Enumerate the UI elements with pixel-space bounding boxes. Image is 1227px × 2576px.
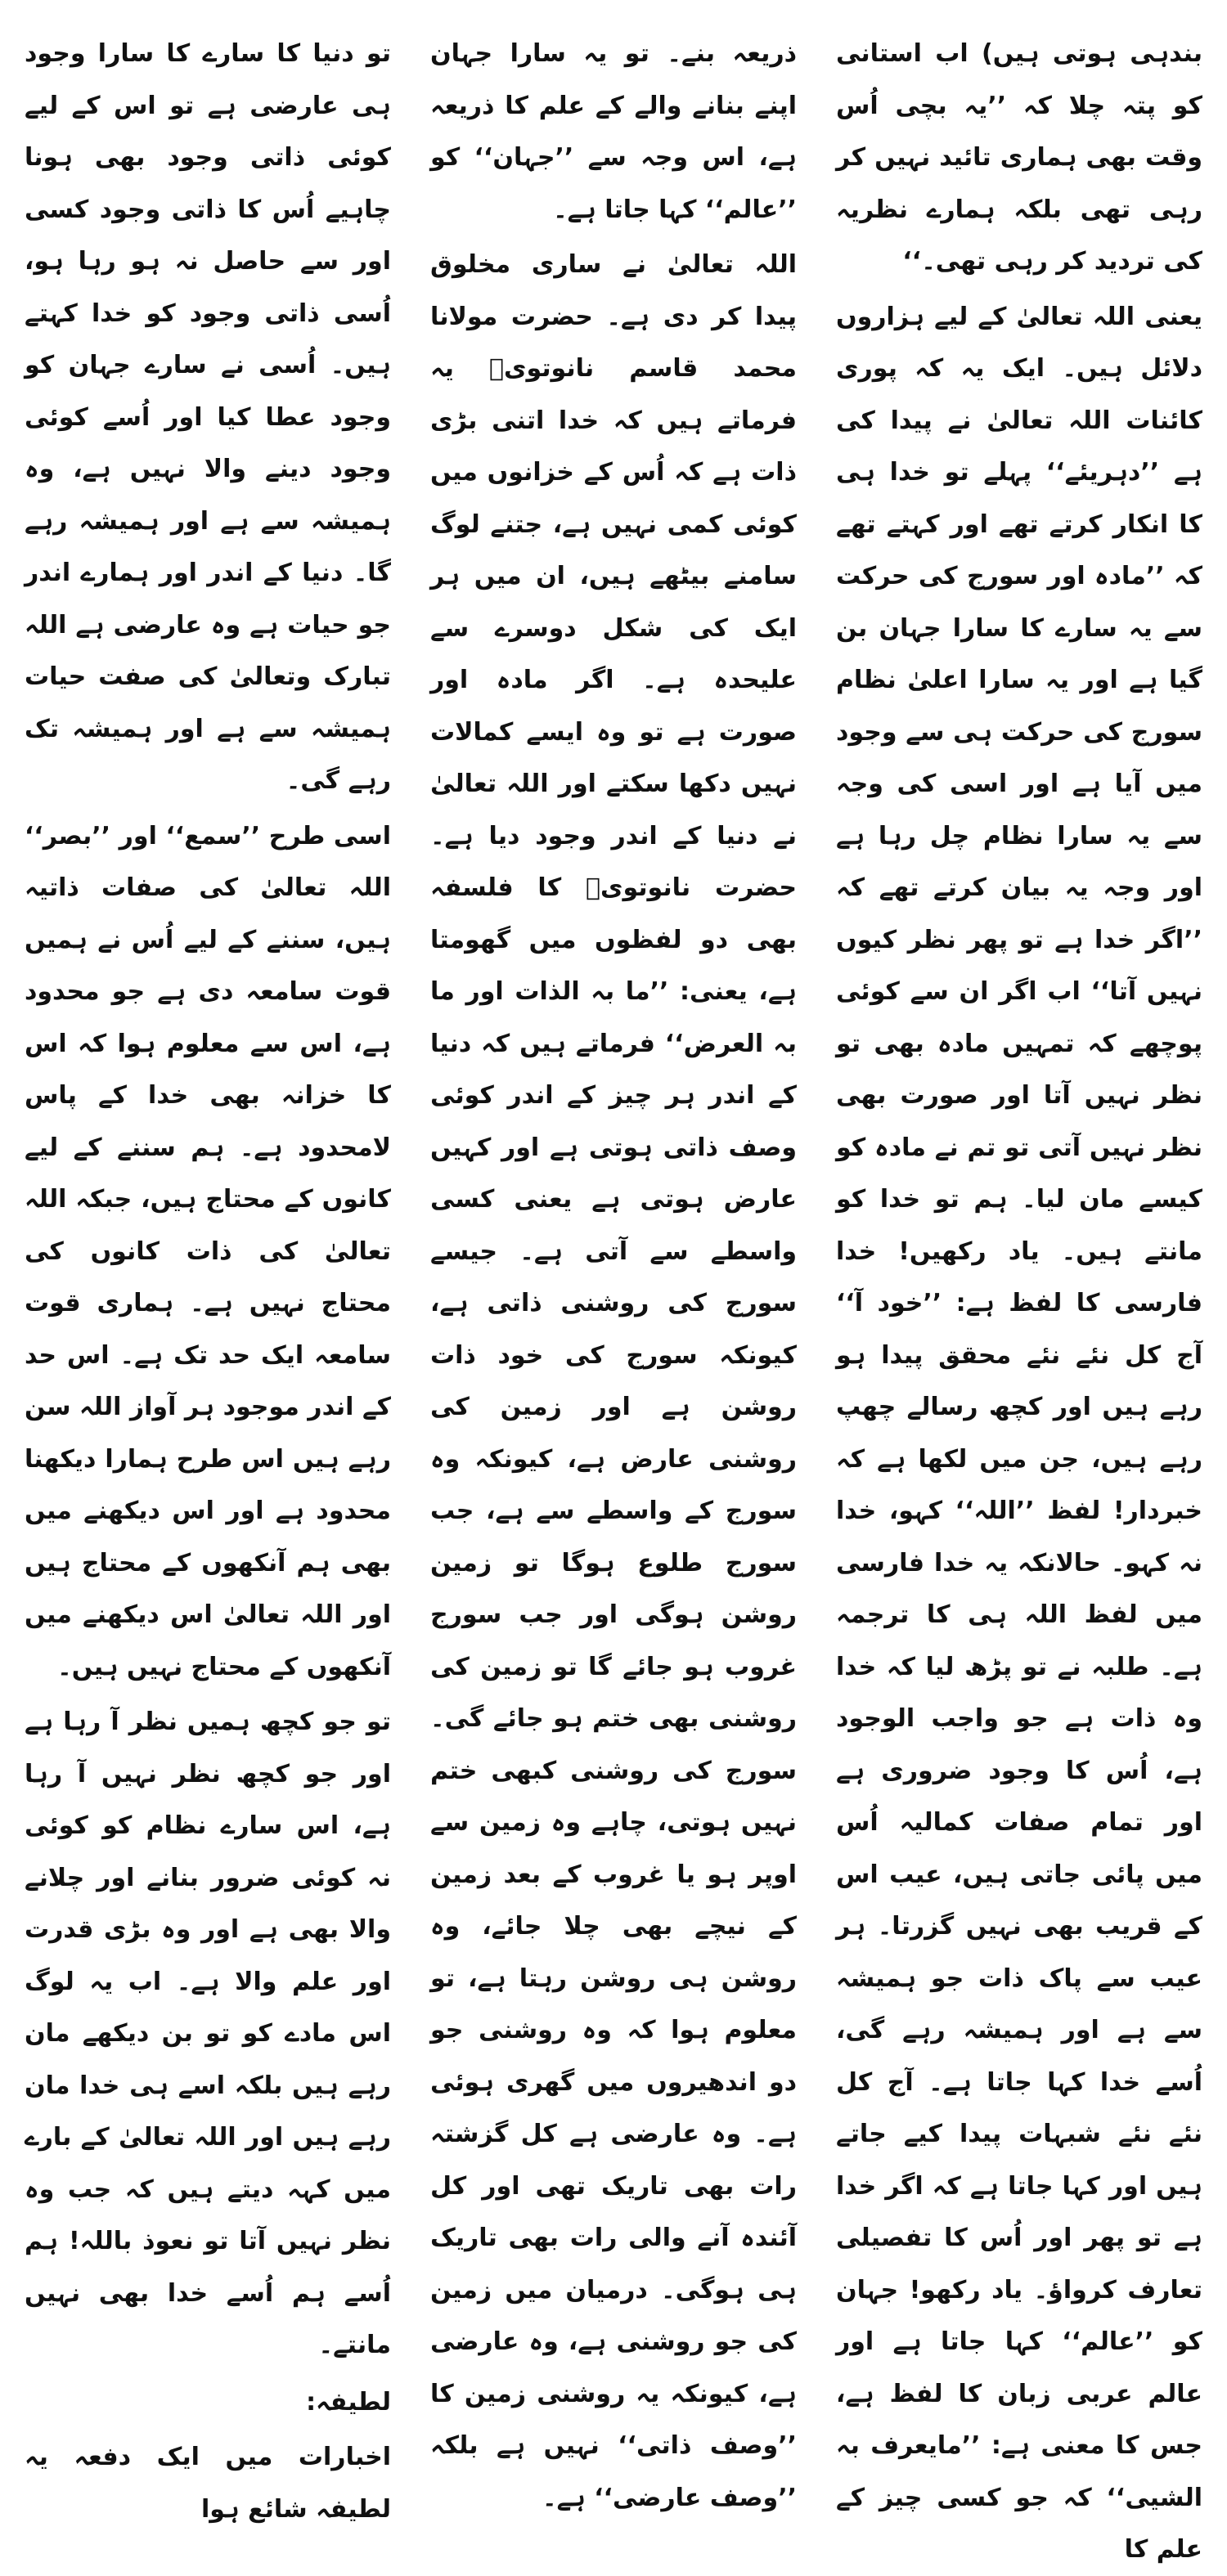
paragraph: تو جو کچھ ہمیں نظر آ رہا ہے اور جو کچھ نظر نہیں آ رہا ہے، اس سارے نظام کو کوئی نہ کوئی ضرور بنانے اور چلانے والا بھی ہے اور وہ بڑی قدرت اور علم والا ہے۔ اب یہ لوگ اس مادے کو تو بن دیکھے مان رہے ہیں بلکہ اسے ہی خدا مان رہے ہیں اور اللہ تعالیٰ کے بارے میں کہہ دیتے ہیں کہ جب وہ نظر نہیں آتا تو نعوذ باللہ! ہم اُسے ہم اُسے خدا بھی نہیں مانتے۔: [25, 1708, 391, 2359]
paragraph: اللہ تعالیٰ نے ساری مخلوق پیدا کر دی ہے۔ حضرت مولانا محمد قاسم نانوتویؒ یہ فرماتے ہیں کہ خدا اتنی بڑی ذات ہے کہ اُس کے خزانوں میں کوئی کمی نہیں ہے، جتنے لوگ سامنے بیٹھے ہیں، ان میں ہر ایک کی شکل دوسرے سے علیحدہ ہے۔ اگر مادہ اور صورت ہے تو وہ ایسے کمالات نہیں دکھا سکتے اور اللہ تعالیٰ نے دنیا کے اندر وجود دیا ہے۔ حضرت نانوتویؒ کا فلسفہ بھی دو لفظوں میں گھومتا ہے، یعنی: ’’ما بہ الذات اور ما بہ العرض‘‘ فرماتے ہیں کہ دنیا کے اندر ہر چیز کے اندر کوئی وصف ذاتی ہوتی ہے اور کہیں عارض ہوتی ہے یعنی کسی واسطے سے آتی ہے۔ جیسے سورج کی روشنی ذاتی ہے، کیونکہ سورج کی خود ذات روشن ہے اور زمین کی روشنی عارض ہے، کیونکہ وہ سورج کے واسطے سے ہے، جب سورج طلوع ہوگا تو زمین روشن ہوگی اور جب سورج غروب ہو جائے گا تو زمین کی روشنی بھی ختم ہو جائے گی۔ سورج کی روشنی کبھی ختم نہیں ہوتی، چاہے وہ زمین سے اوپر ہو یا غروب کے بعد زمین کے نیچے بھی چلا جائے، وہ روشن ہی روشن رہتا ہے، تو معلوم ہوا کہ وہ روشنی جو دو اندھیروں میں گھری ہوئی ہے۔ وہ عارضی ہے کل گزشتہ رات بھی تاریک تھی اور کل آئندہ آنے والی رات بھی تاریک ہی ہوگی۔ درمیان میں زمین کی جو روشنی ہے، وہ عارضی ہے، کیونکہ یہ روشنی زمین کا ’’وصف ذاتی‘‘ نہیں ہے بلکہ ’’وصف عارضی‘‘ ہے۔: [430, 250, 797, 2512]
column-right: [836, 28, 1202, 2564]
paragraph: تو دنیا کا سارے کا سارا وجود ہی عارضی ہے تو اس کے لیے کوئی ذاتی وجود بھی ہونا چاہیے اُس کا ذاتی وجود کسی اور سے حاصل نہ ہو رہا ہو، اُسی ذاتی وجود کو خدا کہتے ہیں۔ اُسی نے سارے جہان کو وجود عطا کیا اور اُسے کوئی وجود دینے والا نہیں ہے، وہ ہمیشہ سے ہے اور ہمیشہ رہے گا۔ دنیا کے اندر اور ہمارے اندر جو حیات ہے وہ عارضی ہے اللہ تبارک وتعالیٰ کی صفت حیات ہمیشہ سے ہے اور ہمیشہ تک رہے گی۔: [25, 39, 391, 795]
paragraph: اخبارات میں ایک دفعہ یہ لطیفہ شائع ہوا: [25, 2443, 391, 2524]
column-left: [25, 28, 391, 2524]
text-columns: [25, 28, 1202, 2564]
paragraph: ذریعہ بنے۔ تو یہ سارا جہان اپنے بنانے والے کے علم کا ذریعہ ہے، اس وجہ سے ’’جہان‘‘ کو ’’عالم‘‘ کہا جاتا ہے۔: [430, 39, 797, 224]
paragraph: یعنی اللہ تعالیٰ کے لیے ہزاروں دلائل ہیں۔ ایک یہ کہ پوری کائنات اللہ تعالیٰ نے پیدا کی ہے ’’دہریئے‘‘ پہلے تو خدا ہی کا انکار کرتے تھے اور کہتے تھے کہ ’’مادہ اور سورج کی حرکت سے یہ سارے کا سارا جہان بن گیا ہے اور یہ سارا اعلیٰ نظام سورج کی حرکت ہی سے وجود میں آیا ہے اور اسی کی وجہ سے یہ سارا نظام چل رہا ہے اور وجہ یہ بیان کرتے تھے کہ ’’اگر خدا ہے تو پھر نظر کیوں نہیں آتا‘‘ اب اگر ان سے کوئی پوچھے کہ تمہیں مادہ بھی تو نظر نہیں آتا اور صورت بھی نظر نہیں آتی تو تم نے مادہ کو کیسے مان لیا۔ ہم تو خدا کو مانتے ہیں۔ یاد رکھیں! خدا فارسی کا لفظ ہے: ’’خود آ‘‘ آج کل نئے نئے محقق پیدا ہو رہے ہیں اور کچھ رسالے چھپ رہے ہیں، جن میں لکھا ہے کہ خبردار! لفظ ’’اللہ‘‘ کہو، خدا نہ کہو۔ حالانکہ یہ خدا فارسی میں لفظ اللہ ہی کا ترجمہ ہے۔ طلبہ نے تو پڑھ لیا کہ خدا وہ ذات ہے جو واجب الوجود ہے، اُس کا وجود ضروری ہے اور تمام صفات کمالیہ اُس میں پائی جاتی ہیں، عیب اس کے قریب بھی نہیں گزرتا۔ ہر عیب سے پاک ذات جو ہمیشہ سے ہے اور ہمیشہ رہے گی، اُسے خدا کہا جاتا ہے۔ آج کل نئے نئے شبہات پیدا کیے جاتے ہیں اور کہا جاتا ہے کہ اگر خدا ہے تو پھر اور اُس کا تفصیلی تعارف کرواؤ۔ یاد رکھو! جہان کو ’’عالم‘‘ کہا جاتا ہے اور عالم عربی زبان کا لفظ ہے، جس کا معنی ہے: ’’مایعرف بہ الشیی‘‘ کہ جو کسی چیز کے علم کا: [836, 302, 1202, 2564]
paragraph: اسی طرح ’’سمع‘‘ اور ’’بصر‘‘ اللہ تعالیٰ کی صفات ذاتیہ ہیں، سننے کے لیے اُس نے ہمیں قوت سامعہ دی ہے جو محدود ہے، اس سے معلوم ہوا کہ اس کا خزانہ بھی خدا کے پاس لامحدود ہے۔ ہم سننے کے لیے کانوں کے محتاج ہیں، جبکہ اللہ تعالیٰ کی ذات کانوں کی محتاج نہیں ہے۔ ہماری قوت سامعہ ایک حد تک ہے۔ اس حد کے اندر موجود ہر آواز اللہ سن رہے ہیں اس طرح ہمارا دیکھنا محدود ہے اور اس دیکھنے میں بھی ہم آنکھوں کے محتاج ہیں اور اللہ تعالیٰ اس دیکھنے میں آنکھوں کے محتاج نہیں ہیں۔: [25, 821, 391, 1681]
section-heading: لطیفہ:: [306, 2387, 391, 2417]
column-middle: [430, 28, 797, 2512]
paragraph: بندہی ہوتی ہیں) اب استانی کو پتہ چلا کہ ’’یہ بچی اُس وقت بھی ہماری تائید نہیں کر رہی تھی بلکہ ہمارے نظریہ کی تردید کر رہی تھی۔‘‘: [836, 39, 1202, 276]
